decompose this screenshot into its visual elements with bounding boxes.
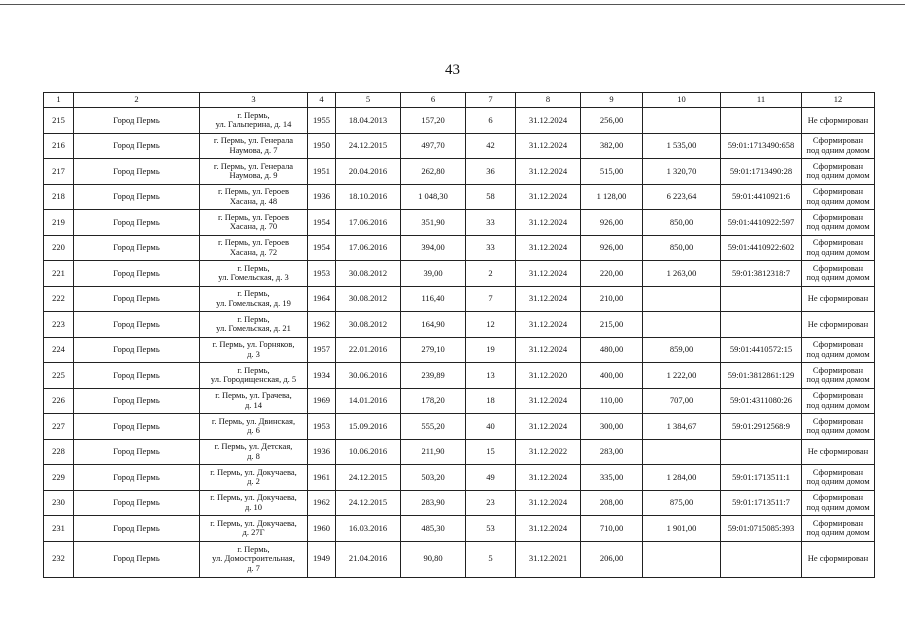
date-cell: 30.08.2012	[336, 261, 401, 287]
deadline-cell: 31.12.2024	[516, 516, 581, 542]
cadastral-number-cell: 59:01:4410921:6	[721, 184, 802, 210]
column-header-7: 7	[466, 93, 516, 108]
cadastral-number-cell	[721, 108, 802, 134]
address-cell: г. Пермь, ул. Героев Хасана, д. 48	[200, 184, 308, 210]
count-cell: 12	[466, 312, 516, 338]
build-year-cell: 1936	[308, 439, 336, 465]
municipality-cell: Город Пермь	[74, 414, 200, 440]
municipality-cell: Город Пермь	[74, 133, 200, 159]
municipality-cell: Город Пермь	[74, 235, 200, 261]
value-9-cell: 926,00	[581, 210, 643, 236]
value-10-cell	[643, 286, 721, 312]
cadastral-number-cell: 59:01:4410572:15	[721, 337, 802, 363]
table-row	[44, 439, 875, 465]
status-cell: Не сформирован	[802, 312, 875, 338]
build-year-cell: 1949	[308, 541, 336, 577]
address-cell: г. Пермь, ул. Домостроительная, д. 7	[200, 541, 308, 577]
value-9-cell: 382,00	[581, 133, 643, 159]
column-header-5: 5	[336, 93, 401, 108]
build-year-cell: 1955	[308, 108, 336, 134]
count-cell: 2	[466, 261, 516, 287]
deadline-cell: 31.12.2022	[516, 439, 581, 465]
deadline-cell: 31.12.2024	[516, 337, 581, 363]
build-year-cell: 1953	[308, 414, 336, 440]
value-9-cell: 210,00	[581, 286, 643, 312]
value-10-cell: 1 320,70	[643, 159, 721, 185]
address-cell: г. Пермь, ул. Городищенская, д. 5	[200, 363, 308, 389]
deadline-cell: 31.12.2024	[516, 414, 581, 440]
cadastral-number-cell	[721, 439, 802, 465]
column-header-11: 11	[721, 93, 802, 108]
status-cell: Сформирован под одним домом	[802, 210, 875, 236]
row-number-cell: 232	[44, 541, 74, 577]
row-number-cell: 223	[44, 312, 74, 338]
value-10-cell: 1 263,00	[643, 261, 721, 287]
count-cell: 42	[466, 133, 516, 159]
municipality-cell: Город Пермь	[74, 337, 200, 363]
value-10-cell: 6 223,64	[643, 184, 721, 210]
area-cell: 164,90	[401, 312, 466, 338]
value-9-cell: 220,00	[581, 261, 643, 287]
address-cell: г. Пермь, ул. Гомельская, д. 21	[200, 312, 308, 338]
table-row	[44, 235, 875, 261]
area-cell: 503,20	[401, 465, 466, 491]
status-cell: Сформирован под одним домом	[802, 261, 875, 287]
value-10-cell: 875,00	[643, 490, 721, 516]
date-cell: 10.06.2016	[336, 439, 401, 465]
date-cell: 30.08.2012	[336, 312, 401, 338]
deadline-cell: 31.12.2024	[516, 286, 581, 312]
date-cell: 17.06.2016	[336, 210, 401, 236]
status-cell: Сформирован под одним домом	[802, 159, 875, 185]
area-cell: 90,80	[401, 541, 466, 577]
deadline-cell: 31.12.2024	[516, 312, 581, 338]
cadastral-number-cell: 59:01:1713490:28	[721, 159, 802, 185]
status-cell: Сформирован под одним домом	[802, 388, 875, 414]
cadastral-number-cell: 59:01:3812318:7	[721, 261, 802, 287]
value-10-cell	[643, 108, 721, 134]
address-cell: г. Пермь, ул. Героев Хасана, д. 72	[200, 235, 308, 261]
build-year-cell: 1954	[308, 210, 336, 236]
column-header-9: 9	[581, 93, 643, 108]
row-number-cell: 220	[44, 235, 74, 261]
build-year-cell: 1961	[308, 465, 336, 491]
status-cell: Сформирован под одним домом	[802, 516, 875, 542]
value-9-cell: 926,00	[581, 235, 643, 261]
cadastral-number-cell: 59:01:3812861:129	[721, 363, 802, 389]
status-cell: Сформирован под одним домом	[802, 363, 875, 389]
column-number-row	[44, 93, 875, 108]
address-cell: г. Пермь, ул. Героев Хасана, д. 70	[200, 210, 308, 236]
row-number-cell: 217	[44, 159, 74, 185]
cadastral-number-cell: 59:01:1713490:658	[721, 133, 802, 159]
area-cell: 279,10	[401, 337, 466, 363]
municipality-cell: Город Пермь	[74, 184, 200, 210]
status-cell: Не сформирован	[802, 286, 875, 312]
row-number-cell: 228	[44, 439, 74, 465]
row-number-cell: 219	[44, 210, 74, 236]
area-cell: 283,90	[401, 490, 466, 516]
status-cell: Сформирован под одним домом	[802, 414, 875, 440]
date-cell: 24.12.2015	[336, 490, 401, 516]
build-year-cell: 1964	[308, 286, 336, 312]
value-9-cell: 335,00	[581, 465, 643, 491]
value-9-cell: 300,00	[581, 414, 643, 440]
build-year-cell: 1957	[308, 337, 336, 363]
row-number-cell: 222	[44, 286, 74, 312]
date-cell: 17.06.2016	[336, 235, 401, 261]
value-10-cell: 1 901,00	[643, 516, 721, 542]
cadastral-number-cell	[721, 312, 802, 338]
area-cell: 1 048,30	[401, 184, 466, 210]
column-header-12: 12	[802, 93, 875, 108]
value-10-cell: 850,00	[643, 235, 721, 261]
date-cell: 20.04.2016	[336, 159, 401, 185]
value-9-cell: 400,00	[581, 363, 643, 389]
deadline-cell: 31.12.2020	[516, 363, 581, 389]
value-10-cell	[643, 312, 721, 338]
value-9-cell: 215,00	[581, 312, 643, 338]
table-row	[44, 184, 875, 210]
municipality-cell: Город Пермь	[74, 465, 200, 491]
table-row	[44, 286, 875, 312]
deadline-cell: 31.12.2024	[516, 490, 581, 516]
row-number-cell: 224	[44, 337, 74, 363]
cadastral-number-cell	[721, 541, 802, 577]
count-cell: 33	[466, 210, 516, 236]
deadline-cell: 31.12.2024	[516, 133, 581, 159]
count-cell: 7	[466, 286, 516, 312]
cadastral-number-cell: 59:01:1713511:1	[721, 465, 802, 491]
date-cell: 18.04.2013	[336, 108, 401, 134]
build-year-cell: 1953	[308, 261, 336, 287]
deadline-cell: 31.12.2024	[516, 388, 581, 414]
date-cell: 14.01.2016	[336, 388, 401, 414]
area-cell: 157,20	[401, 108, 466, 134]
area-cell: 555,20	[401, 414, 466, 440]
column-header-6: 6	[401, 93, 466, 108]
build-year-cell: 1969	[308, 388, 336, 414]
date-cell: 30.06.2016	[336, 363, 401, 389]
build-year-cell: 1962	[308, 490, 336, 516]
table-row	[44, 133, 875, 159]
area-cell: 116,40	[401, 286, 466, 312]
count-cell: 53	[466, 516, 516, 542]
count-cell: 40	[466, 414, 516, 440]
date-cell: 16.03.2016	[336, 516, 401, 542]
value-10-cell: 859,00	[643, 337, 721, 363]
date-cell: 22.01.2016	[336, 337, 401, 363]
status-cell: Не сформирован	[802, 108, 875, 134]
municipality-cell: Город Пермь	[74, 490, 200, 516]
value-10-cell: 707,00	[643, 388, 721, 414]
build-year-cell: 1954	[308, 235, 336, 261]
build-year-cell: 1936	[308, 184, 336, 210]
count-cell: 23	[466, 490, 516, 516]
municipality-cell: Город Пермь	[74, 439, 200, 465]
municipality-cell: Город Пермь	[74, 312, 200, 338]
table-row	[44, 388, 875, 414]
status-cell: Сформирован под одним домом	[802, 184, 875, 210]
value-9-cell: 206,00	[581, 541, 643, 577]
status-cell: Сформирован под одним домом	[802, 337, 875, 363]
cadastral-number-cell: 59:01:0715085:393	[721, 516, 802, 542]
count-cell: 13	[466, 363, 516, 389]
value-10-cell: 1 384,67	[643, 414, 721, 440]
cadastral-number-cell: 59:01:2912568:9	[721, 414, 802, 440]
cadastral-number-cell	[721, 286, 802, 312]
status-cell: Сформирован под одним домом	[802, 133, 875, 159]
top-border-line	[0, 4, 905, 5]
count-cell: 19	[466, 337, 516, 363]
table-row	[44, 261, 875, 287]
area-cell: 178,20	[401, 388, 466, 414]
build-year-cell: 1934	[308, 363, 336, 389]
municipality-cell: Город Пермь	[74, 210, 200, 236]
count-cell: 36	[466, 159, 516, 185]
row-number-cell: 230	[44, 490, 74, 516]
count-cell: 18	[466, 388, 516, 414]
row-number-cell: 227	[44, 414, 74, 440]
housing-register-table	[43, 92, 875, 578]
address-cell: г. Пермь, ул. Гомельская, д. 3	[200, 261, 308, 287]
row-number-cell: 231	[44, 516, 74, 542]
date-cell: 24.12.2015	[336, 133, 401, 159]
address-cell: г. Пермь, ул. Гальперина, д. 14	[200, 108, 308, 134]
value-9-cell: 110,00	[581, 388, 643, 414]
area-cell: 485,30	[401, 516, 466, 542]
cadastral-number-cell: 59:01:4410922:597	[721, 210, 802, 236]
municipality-cell: Город Пермь	[74, 516, 200, 542]
value-9-cell: 256,00	[581, 108, 643, 134]
address-cell: г. Пермь, ул. Докучаева, д. 27Г	[200, 516, 308, 542]
status-cell: Сформирован под одним домом	[802, 465, 875, 491]
count-cell: 15	[466, 439, 516, 465]
cadastral-number-cell: 59:01:4410922:602	[721, 235, 802, 261]
address-cell: г. Пермь, ул. Генерала Наумова, д. 9	[200, 159, 308, 185]
table-row	[44, 312, 875, 338]
deadline-cell: 31.12.2024	[516, 184, 581, 210]
date-cell: 21.04.2016	[336, 541, 401, 577]
value-9-cell: 515,00	[581, 159, 643, 185]
municipality-cell: Город Пермь	[74, 286, 200, 312]
municipality-cell: Город Пермь	[74, 261, 200, 287]
build-year-cell: 1951	[308, 159, 336, 185]
address-cell: г. Пермь, ул. Гомельская, д. 19	[200, 286, 308, 312]
row-number-cell: 225	[44, 363, 74, 389]
count-cell: 58	[466, 184, 516, 210]
row-number-cell: 221	[44, 261, 74, 287]
count-cell: 5	[466, 541, 516, 577]
area-cell: 211,90	[401, 439, 466, 465]
address-cell: г. Пермь, ул. Грачева, д. 14	[200, 388, 308, 414]
table-row	[44, 210, 875, 236]
value-9-cell: 480,00	[581, 337, 643, 363]
value-10-cell: 850,00	[643, 210, 721, 236]
value-9-cell: 710,00	[581, 516, 643, 542]
value-9-cell: 283,00	[581, 439, 643, 465]
municipality-cell: Город Пермь	[74, 388, 200, 414]
table-row	[44, 465, 875, 491]
value-10-cell	[643, 439, 721, 465]
address-cell: г. Пермь, ул. Детская, д. 8	[200, 439, 308, 465]
table-row	[44, 108, 875, 134]
column-header-3: 3	[200, 93, 308, 108]
row-number-cell: 229	[44, 465, 74, 491]
table-row	[44, 363, 875, 389]
area-cell: 351,90	[401, 210, 466, 236]
table-row	[44, 516, 875, 542]
deadline-cell: 31.12.2021	[516, 541, 581, 577]
value-10-cell: 1 222,00	[643, 363, 721, 389]
value-9-cell: 1 128,00	[581, 184, 643, 210]
build-year-cell: 1962	[308, 312, 336, 338]
row-number-cell: 226	[44, 388, 74, 414]
status-cell: Не сформирован	[802, 439, 875, 465]
status-cell: Не сформирован	[802, 541, 875, 577]
row-number-cell: 218	[44, 184, 74, 210]
address-cell: г. Пермь, ул. Докучаева, д. 2	[200, 465, 308, 491]
deadline-cell: 31.12.2024	[516, 465, 581, 491]
date-cell: 18.10.2016	[336, 184, 401, 210]
address-cell: г. Пермь, ул. Двинская, д. 6	[200, 414, 308, 440]
area-cell: 239,89	[401, 363, 466, 389]
area-cell: 262,80	[401, 159, 466, 185]
deadline-cell: 31.12.2024	[516, 235, 581, 261]
cadastral-number-cell: 59:01:4311080:26	[721, 388, 802, 414]
value-10-cell	[643, 541, 721, 577]
column-header-4: 4	[308, 93, 336, 108]
table-row	[44, 541, 875, 577]
count-cell: 33	[466, 235, 516, 261]
address-cell: г. Пермь, ул. Докучаева, д. 10	[200, 490, 308, 516]
address-cell: г. Пермь, ул. Горняков, д. 3	[200, 337, 308, 363]
cadastral-number-cell: 59:01:1713511:7	[721, 490, 802, 516]
row-number-cell: 216	[44, 133, 74, 159]
municipality-cell: Город Пермь	[74, 108, 200, 134]
value-10-cell: 1 284,00	[643, 465, 721, 491]
table-row	[44, 414, 875, 440]
table-row	[44, 490, 875, 516]
column-header-1: 1	[44, 93, 74, 108]
municipality-cell: Город Пермь	[74, 159, 200, 185]
count-cell: 49	[466, 465, 516, 491]
deadline-cell: 31.12.2024	[516, 210, 581, 236]
count-cell: 6	[466, 108, 516, 134]
area-cell: 497,70	[401, 133, 466, 159]
page-number: 43	[445, 62, 460, 78]
deadline-cell: 31.12.2024	[516, 261, 581, 287]
build-year-cell: 1960	[308, 516, 336, 542]
value-9-cell: 208,00	[581, 490, 643, 516]
municipality-cell: Город Пермь	[74, 363, 200, 389]
table-row	[44, 337, 875, 363]
municipality-cell: Город Пермь	[74, 541, 200, 577]
date-cell: 15.09.2016	[336, 414, 401, 440]
value-10-cell: 1 535,00	[643, 133, 721, 159]
address-cell: г. Пермь, ул. Генерала Наумова, д. 7	[200, 133, 308, 159]
row-number-cell: 215	[44, 108, 74, 134]
deadline-cell: 31.12.2024	[516, 159, 581, 185]
column-header-10: 10	[643, 93, 721, 108]
column-header-8: 8	[516, 93, 581, 108]
date-cell: 24.12.2015	[336, 465, 401, 491]
area-cell: 394,00	[401, 235, 466, 261]
date-cell: 30.08.2012	[336, 286, 401, 312]
table-body	[44, 108, 875, 578]
status-cell: Сформирован под одним домом	[802, 490, 875, 516]
column-header-2: 2	[74, 93, 200, 108]
status-cell: Сформирован под одним домом	[802, 235, 875, 261]
area-cell: 39,00	[401, 261, 466, 287]
table-row	[44, 159, 875, 185]
deadline-cell: 31.12.2024	[516, 108, 581, 134]
build-year-cell: 1950	[308, 133, 336, 159]
